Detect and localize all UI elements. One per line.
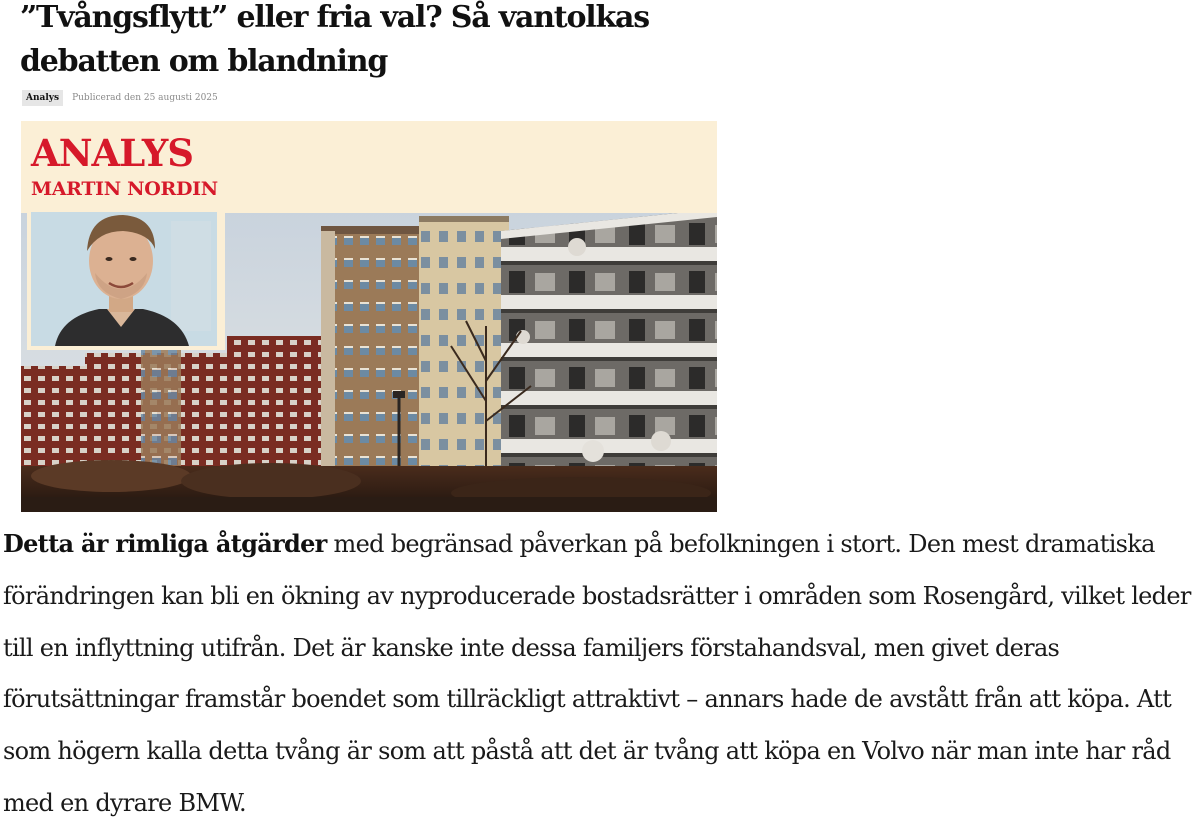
body-rest-text: med begränsad påverkan på befolkningen i stort. Den mest dramatiska förändringen kan bli en ökning av nyproducerade bostadsrätter i områden som Rosengård, vilket leder till en inflyttning utifrån. Det är kanske inte dessa familjers förstahandsval, men givet deras förutsättningar framstår boendet som tillräckligt attraktivt – annars hade de avstått från att köpa. Att som högern kalla detta tvång är som att påstå att det är tvång att köpa en Volvo när man inte har råd med en dyrare BMW. — [3, 530, 1191, 817]
hero-image — [21, 121, 717, 512]
category-tag[interactable]: Analys — [22, 90, 63, 106]
publish-date: Publicerad den 25 augusti 2025 — [72, 93, 218, 103]
article-body-paragraph — [3, 518, 1202, 827]
body-lead-text: Detta är rimliga åtgärder — [3, 529, 327, 558]
hero-kicker: ANALYS — [31, 131, 194, 175]
article-meta — [22, 89, 218, 107]
hero-author-name: MARTIN NORDIN — [31, 178, 218, 200]
article-headline: ”Tvångsflytt” eller fria val? Så vantolkas debatten om blandning — [20, 0, 649, 79]
